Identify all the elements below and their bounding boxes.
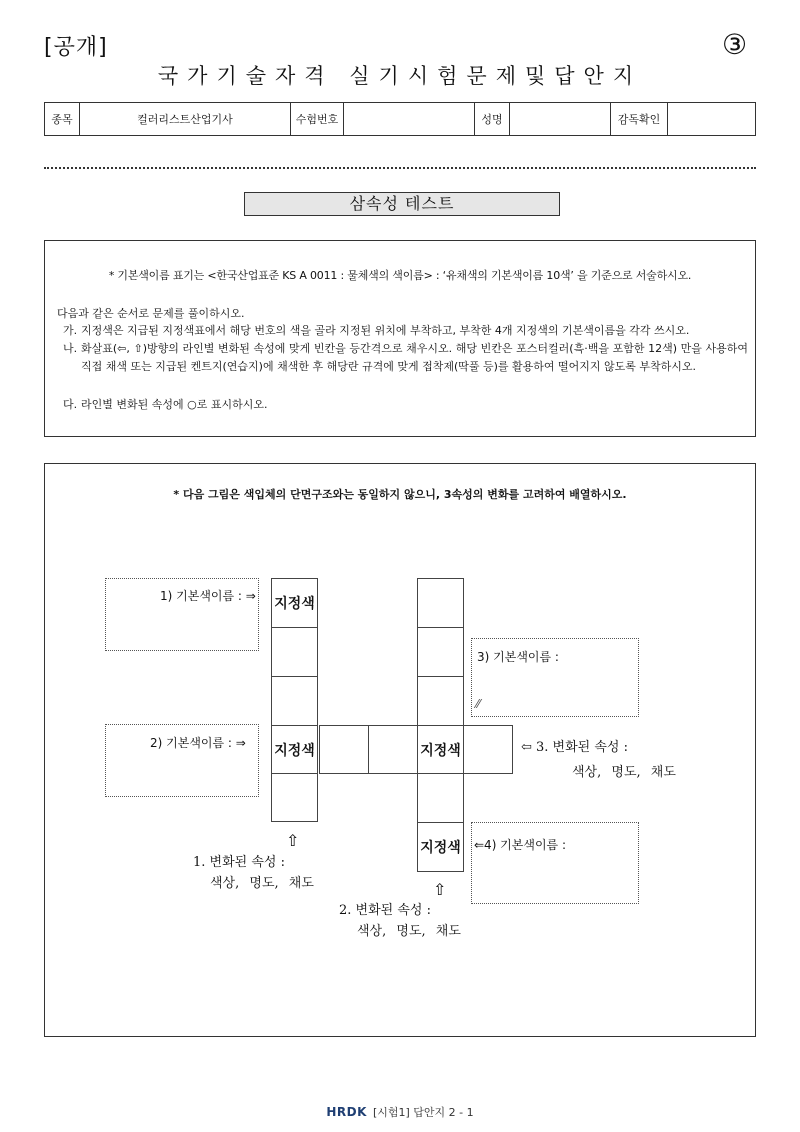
designated-color-label: 지정색 bbox=[420, 840, 461, 856]
supervisor-label: 감독확인 bbox=[611, 103, 668, 136]
name-field[interactable] bbox=[510, 103, 611, 136]
designated-color-label: 지정색 bbox=[274, 596, 315, 612]
instruction-item bbox=[63, 322, 748, 340]
basic-color-label-4: ⇐4) 기본색이름 : bbox=[474, 838, 567, 852]
basic-color-label-2: 2) 기본색이름 : ⇒ bbox=[150, 736, 246, 750]
attribute-1-options[interactable]: 색상, 명도, 채도 bbox=[210, 876, 314, 891]
instruction-text: 지정색은 지급된 지정색표에서 해당 번호의 색을 골라 지정된 위치에 부착하고, 부착한 4개 지정색의 기본색이름을 각각 쓰시오. bbox=[81, 324, 690, 337]
attribute-2-options[interactable]: 색상, 명도, 채도 bbox=[357, 924, 461, 939]
field-label: 종목 bbox=[45, 103, 80, 136]
designated-color-cell-3[interactable] bbox=[417, 725, 464, 774]
designated-color-label: 지정색 bbox=[274, 742, 315, 759]
section-title: 삼속성 테스트 bbox=[244, 192, 560, 216]
up-arrow-icon: ⇧ bbox=[286, 831, 300, 850]
instruction-item bbox=[63, 340, 748, 376]
blank-color-cell[interactable] bbox=[271, 773, 318, 822]
basic-color-label-1: 1) 기본색이름 : ⇒ bbox=[160, 589, 256, 603]
instruction-mark: 나. bbox=[63, 342, 78, 355]
instruction-mark: 가. bbox=[63, 324, 78, 337]
up-arrow-icon: ⇧ bbox=[433, 880, 447, 899]
basic-color-box-2[interactable] bbox=[105, 724, 259, 797]
page-title: 국가기술자격 실기시험문제및답안지 bbox=[157, 64, 643, 88]
blank-color-cell[interactable] bbox=[319, 725, 369, 774]
dotted-divider bbox=[44, 167, 756, 169]
blank-color-cell[interactable] bbox=[271, 627, 318, 677]
blank-color-cell[interactable] bbox=[417, 627, 464, 677]
designated-color-cell-4[interactable] bbox=[417, 822, 464, 872]
basic-color-label-3: 3) 기본색이름 : bbox=[477, 650, 559, 664]
supervisor-field[interactable] bbox=[668, 103, 756, 136]
attribute-2-title: 2. 변화된 속성 : bbox=[339, 903, 431, 918]
footer-text: [시험1] 답안지 2 - 1 bbox=[372, 1106, 474, 1119]
field-value: 컬러리스트산업기사 bbox=[80, 103, 291, 136]
blank-color-cell[interactable] bbox=[417, 773, 464, 823]
designated-color-cell-2[interactable] bbox=[271, 725, 318, 774]
instruction-text: 화살표(⇦, ⇧)방향의 라인별 변화된 속성에 맞게 빈칸을 등간격으로 채우시오. 해당 빈칸은 포스터컬러(흑·백을 포함한 12색) 만을 사용하여 직접 채색 또는 지급된 켄트지(연습지)에 채색한 후 해당란 규격에 맞게 접착제(딱풀 등)를 활용하여 떨어지지 않도록 부착하시오. bbox=[81, 342, 748, 373]
basic-color-box-4[interactable] bbox=[471, 822, 639, 904]
blank-color-cell[interactable] bbox=[417, 676, 464, 726]
designated-color-label: 지정색 bbox=[420, 742, 461, 759]
hrdk-logo: HRDK bbox=[326, 1105, 367, 1119]
instructions-intro: 다음과 같은 순서로 문제를 풀이하시오. bbox=[57, 307, 245, 320]
instruction-mark: 다. bbox=[63, 398, 78, 411]
instruction-item bbox=[63, 396, 748, 414]
blank-color-cell[interactable] bbox=[463, 725, 513, 774]
instructions-box bbox=[44, 240, 756, 437]
blank-color-cell[interactable] bbox=[271, 676, 318, 726]
name-label: 성명 bbox=[475, 103, 510, 136]
pencil-icon: ⁄⁄ bbox=[476, 697, 481, 711]
exam-no-label: 수험번호 bbox=[291, 103, 344, 136]
public-label: [공개] bbox=[44, 35, 108, 60]
blank-color-cell[interactable] bbox=[368, 725, 418, 774]
footer bbox=[0, 1104, 800, 1120]
basic-color-box-1[interactable] bbox=[105, 578, 259, 651]
page-number-circle: ③ bbox=[722, 28, 748, 61]
blank-color-cell[interactable] bbox=[417, 578, 464, 628]
instruction-text: 라인별 변화된 속성에 ○로 표시하시오. bbox=[81, 398, 268, 411]
attribute-1-title: 1. 변화된 속성 : bbox=[193, 855, 285, 870]
basic-color-box-3[interactable] bbox=[471, 638, 639, 717]
diagram-note: * 다음 그림은 색입체의 단면구조와는 동일하지 않으니, 3속성의 변화를 고려하여 배열하시오. bbox=[173, 488, 627, 501]
exam-info-table bbox=[44, 102, 756, 136]
attribute-3-title: ⇦ 3. 변화된 속성 : bbox=[521, 740, 628, 755]
exam-no-field[interactable] bbox=[344, 103, 475, 136]
instructions-note: * 기본색이름 표기는 <한국산업표준 KS A 0011 : 물체색의 색이름> : ‘유채색의 기본색이름 10색’ 을 기준으로 서술하시오. bbox=[108, 269, 692, 282]
designated-color-cell-1[interactable] bbox=[271, 578, 318, 628]
attribute-3-options[interactable]: 색상, 명도, 채도 bbox=[572, 765, 676, 780]
